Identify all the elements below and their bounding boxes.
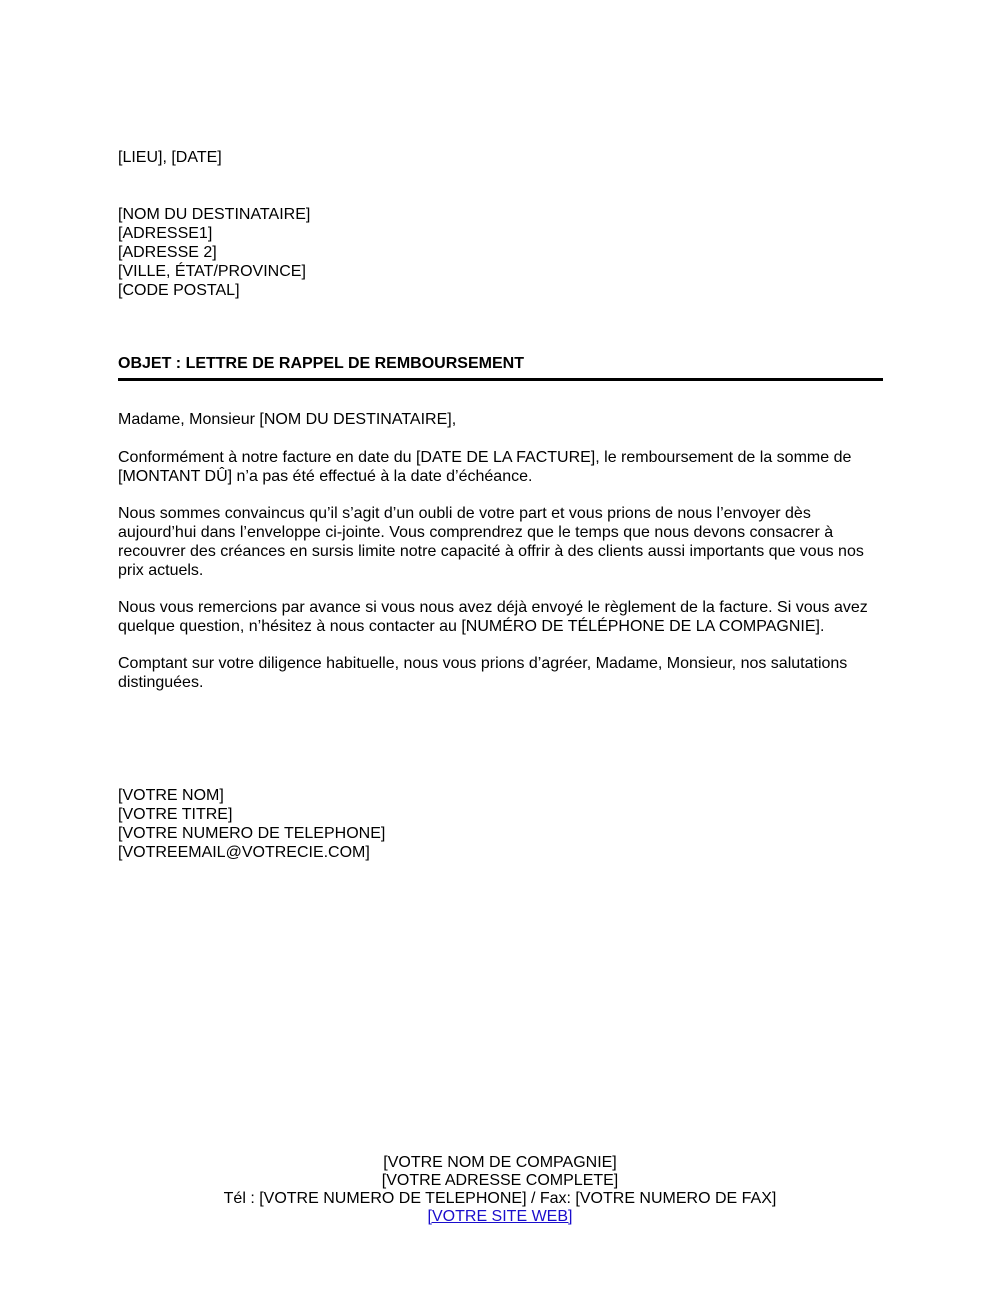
recipient-postal-code: [CODE POSTAL] xyxy=(118,282,240,299)
place-date xyxy=(118,148,884,167)
recipient-city-state: [VILLE, ÉTAT/PROVINCE] xyxy=(118,263,306,280)
recipient-address-block xyxy=(118,205,884,300)
recipient-address2: [ADRESSE 2] xyxy=(118,244,217,261)
letter-body xyxy=(118,448,884,710)
company-footer xyxy=(0,1154,1000,1226)
body-paragraph-4: Comptant sur votre diligence habituelle, nous vous prions d’agréer, Madame, Monsieur, nos salutations distinguées. xyxy=(118,655,848,691)
body-paragraph-2: Nous sommes convaincus qu’il s’agit d’un oubli de votre part et vous prions de nous l’envoyer dès aujourd’hui dans l’enveloppe ci-jointe. Vous comprendrez que le temps que nous devons consacrer à recouvrer des créances en sursis limite notre capacité à offrir à des clients aussi importants que vous nos prix actuels. xyxy=(118,505,864,579)
salutation xyxy=(118,410,884,429)
salutation-text: Madame, Monsieur [NOM DU DESTINATAIRE], xyxy=(118,411,457,428)
body-paragraph-3: Nous vous remercions par avance si vous nous avez déjà envoyé le règlement de la facture. Si vous avez quelque question, n’hésitez à nous contacter au [NUMÉRO DE TÉLÉPHONE DE LA COMPAGNIE]. xyxy=(118,599,868,635)
footer-address: [VOTRE ADRESSE COMPLETE] xyxy=(381,1172,619,1189)
signature-title: [VOTRE TITRE] xyxy=(118,806,233,823)
signature-email: [VOTREEMAIL@VOTRECIE.COM] xyxy=(118,844,370,861)
footer-website-link[interactable]: [VOTRE SITE WEB] xyxy=(427,1208,573,1225)
recipient-address1: [ADRESSE1] xyxy=(118,225,213,242)
recipient-name: [NOM DU DESTINATAIRE] xyxy=(118,206,311,223)
signature-phone: [VOTRE NUMERO DE TELEPHONE] xyxy=(118,825,386,842)
footer-contact: Tél : [VOTRE NUMERO DE TELEPHONE] / Fax: [VOTRE NUMERO DE FAX] xyxy=(223,1190,777,1207)
body-paragraph-1: Conformément à notre facture en date du [DATE DE LA FACTURE], le remboursement de la somme de [MONTANT DÛ] n’a pas été effectué à la date d’échéance. xyxy=(118,449,852,485)
place-date-text: [LIEU], [DATE] xyxy=(118,149,222,166)
signature-name: [VOTRE NOM] xyxy=(118,787,224,804)
subject-line xyxy=(118,354,884,373)
signature-block xyxy=(118,786,884,862)
subject-text: OBJET : LETTRE DE RAPPEL DE REMBOURSEMENT xyxy=(118,355,524,372)
subject-divider xyxy=(118,378,883,381)
footer-company-name: [VOTRE NOM DE COMPAGNIE] xyxy=(383,1154,617,1171)
